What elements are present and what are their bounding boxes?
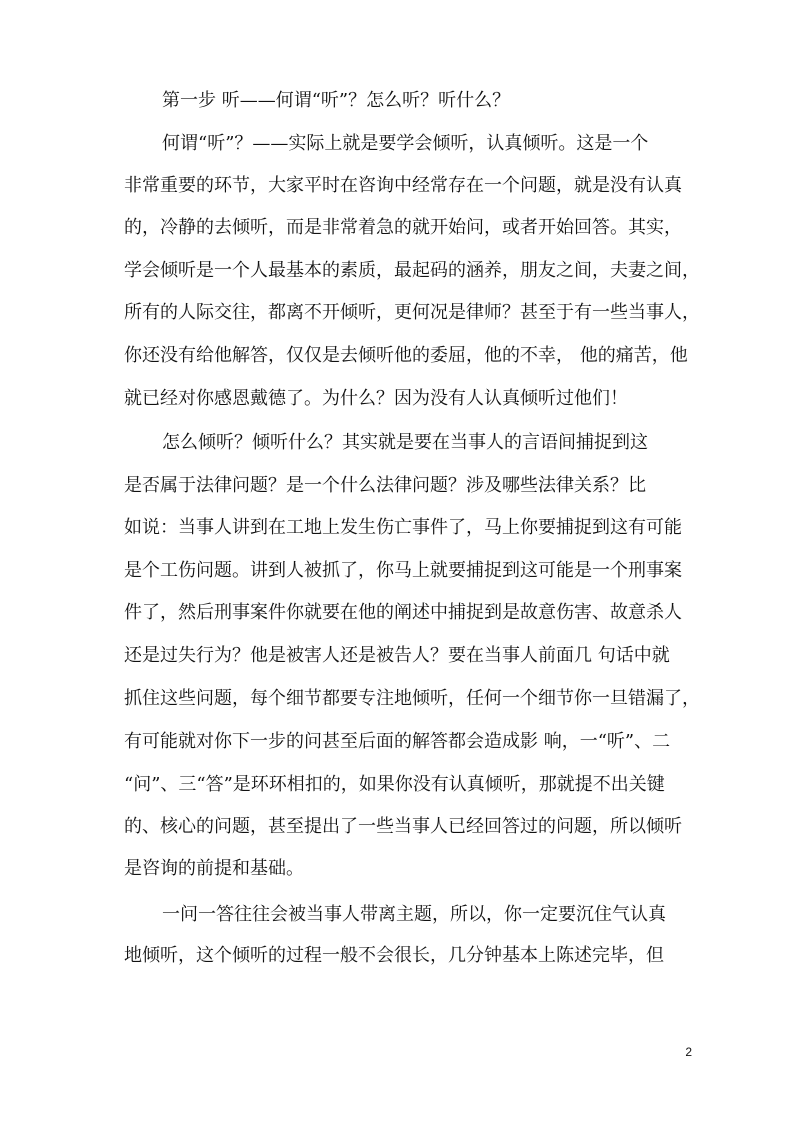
paragraph-1-line-4: 学会倾听是一个人最基本的素质，最起码的涵养，朋友之间，夫妻之间， — [124, 260, 700, 281]
paragraph-2-line-11: 是咨询的前提和基础。 — [124, 858, 304, 879]
paragraph-1-line-1: 何谓“听”？——实际上就是要学会倾听，认真倾听。这是一个 — [162, 133, 649, 154]
page-number: 2 — [685, 1045, 692, 1059]
paragraph-2-line-10: 的、核心的问题，甚至提出了一些当事人已经回答过的问题，所以倾听 — [124, 816, 682, 837]
paragraph-2-line-7: 抓住这些问题，每个细节都要专注地倾听，任何一个细节你一旦错漏了， — [124, 688, 700, 709]
section-heading: 第一步 听——何谓“听”？怎么听？听什么？ — [162, 90, 511, 111]
paragraph-2-line-5: 件了，然后刑事案件你就要在他的阐述中捕捉到是故意伤害、故意杀人 — [124, 602, 682, 623]
paragraph-3-line-2: 地倾听，这个倾听的过程一般不会很长，几分钟基本上陈述完毕，但 — [124, 945, 664, 966]
paragraph-2-line-9: “问”、三“答”是环环相扣的，如果你没有认真倾听，那就提不出关键 — [124, 774, 665, 795]
paragraph-1-line-5: 所有的人际交往，都离不开倾听，更何况是律师？甚至于有一些当事人， — [124, 302, 700, 323]
paragraph-2-line-2: 是否属于法律问题？是一个什么法律问题？涉及哪些法律关系？比 — [124, 475, 646, 496]
paragraph-2-line-8: 有可能就对你下一步的问甚至后面的解答都会造成影 响，一“听”、二 — [124, 731, 671, 752]
paragraph-2-line-4: 是个工伤问题。讲到人被抓了，你马上就要捕捉到这可能是一个刑事案 — [124, 560, 682, 581]
paragraph-1-line-2: 非常重要的环节，大家平时在咨询中经常存在一个问题，就是没有认真 — [124, 175, 682, 196]
paragraph-1-line-7: 就已经对你感恩戴德了。为什么？因为没有人认真倾听过他们！ — [124, 388, 628, 409]
paragraph-1-line-6: 你还没有给他解答，仅仅是去倾听他的委屈，他的不幸， 他的痛苦，他 — [124, 345, 688, 366]
paragraph-2-line-6: 还是过失行为？他是被害人还是被告人？要在当事人前面几 句话中就 — [124, 645, 670, 666]
paragraph-3-line-1: 一问一答往往会被当事人带离主题，所以，你一定要沉住气认真 — [162, 904, 666, 925]
paragraph-2-line-1: 怎么倾听？倾听什么？其实就是要在当事人的言语间捕捉到这 — [162, 432, 648, 453]
paragraph-2-line-3: 如说：当事人讲到在工地上发生伤亡事件了，马上你要捕捉到这有可能 — [124, 517, 682, 538]
paragraph-1-line-3: 的，冷静的去倾听，而是非常着急的就开始问，或者开始回答。其实， — [124, 217, 682, 238]
